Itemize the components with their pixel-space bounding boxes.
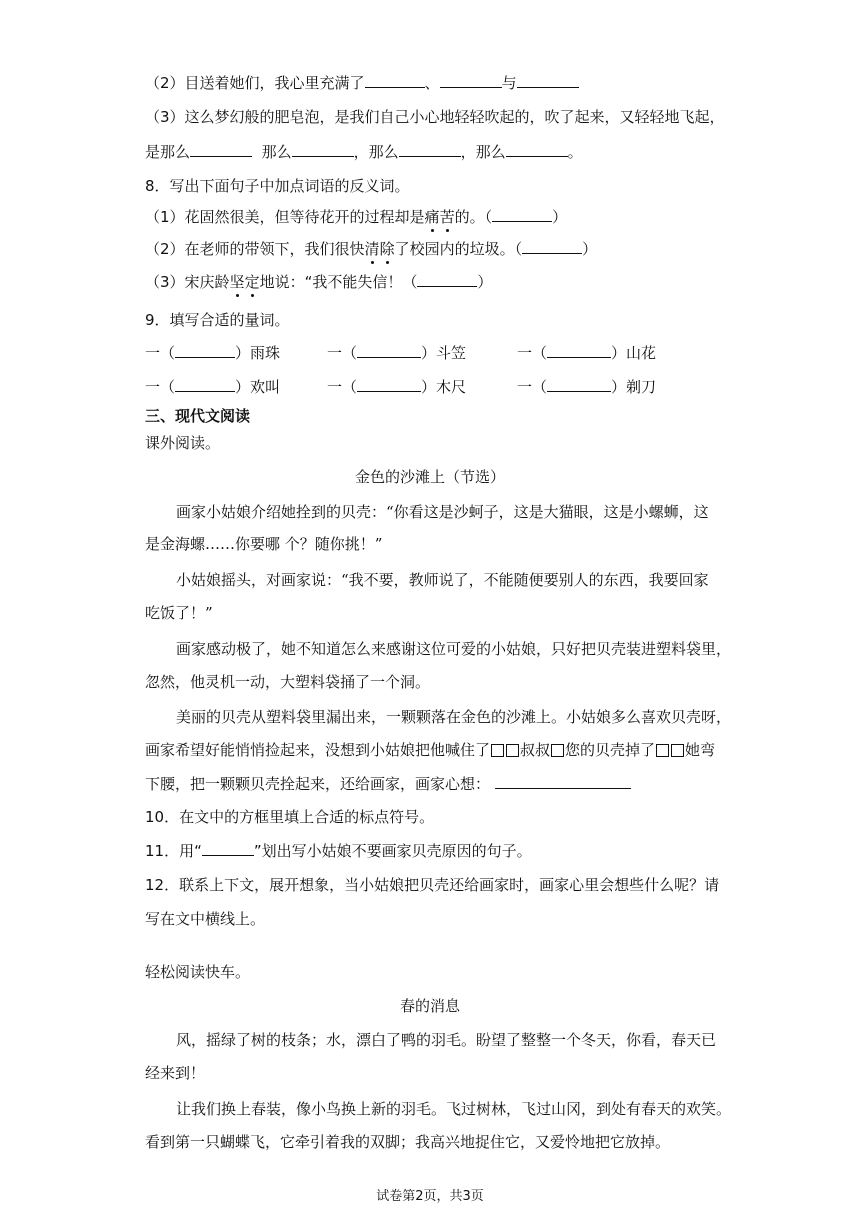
measure-word-item: 一（ ）斗笠 (327, 344, 467, 362)
q9-row2 (145, 377, 656, 397)
answer-blank[interactable] (506, 142, 568, 157)
answer-line[interactable] (495, 774, 631, 789)
passage-line: 忽然，他灵机一动，大塑料袋捅了一个洞。 (145, 673, 431, 691)
q8-item2: （2）在老师的带领下，我们很快清除了校园内的垃圾。（ ） (145, 240, 598, 258)
answer-blank[interactable] (547, 377, 611, 392)
answer-blank[interactable] (190, 142, 252, 157)
q10: 10．在文中的方框里填上合适的标点符号。 (145, 808, 435, 826)
passage-line: 风，摇绿了树的枝条；水，漂白了鸭的羽毛。盼望了整整一个冬天，你看，春天已 (176, 1031, 717, 1049)
punctuation-box[interactable] (551, 744, 564, 757)
answer-blank[interactable] (440, 73, 502, 88)
reading-intro: 轻松阅读快车。 (145, 963, 251, 981)
answer-blank[interactable] (175, 377, 235, 392)
measure-word-item: 一（ ）山花 (517, 344, 657, 362)
passage-line: 看到第一只蝴蝶飞，它牵引着我的双脚；我高兴地捉住它，又爱怜地把它放掉。 (145, 1133, 671, 1151)
dotted-word-char: 苦 (439, 208, 455, 226)
answer-blank[interactable] (522, 239, 582, 254)
passage-line: 画家小姑娘介绍她拴到的贝壳：“你看这是沙蚵子，这是大猫眼，这是小螺蛳，这 (176, 503, 709, 521)
section-heading: 三、现代文阅读 (145, 407, 251, 425)
measure-word-item: 一（ ）剃刀 (517, 378, 657, 396)
passage-line: 画家感动极了，她不知道怎么来感谢这位可爱的小姑娘，只好把贝壳装进塑料袋里， (176, 640, 732, 658)
passage-line: 经来到！ (145, 1064, 206, 1082)
measure-word-item: 一（ ）木尺 (327, 378, 467, 396)
passage-line: 是金海螺……你要哪 个？随你挑！” (145, 535, 383, 553)
underline-sample (202, 841, 254, 856)
answer-blank[interactable] (492, 207, 552, 222)
passage-line: 画家希望好能悄悄捡起来，没想到小姑娘把他喊住了 叔叔 您的贝壳掉了 她弯 (145, 741, 716, 759)
dotted-word-char: 痛 (424, 208, 440, 226)
punctuation-box[interactable] (671, 744, 684, 757)
punctuation-box[interactable] (506, 744, 519, 757)
passage-title: 金色的沙滩上（节选） (354, 468, 505, 486)
q7-item3-line2: 是那么 那么 ，那么 ，那么 。 (145, 143, 583, 161)
measure-word-item: 一（ ）雨珠 (145, 344, 281, 362)
dotted-word-char: 除 (379, 240, 395, 258)
measure-word-item: 一（ ）欢叫 (145, 378, 281, 396)
passage-line: 小姑娘摇头，对画家说：“我不要，教师说了，不能随便要别人的东西，我要回家 (176, 571, 709, 589)
answer-blank[interactable] (547, 343, 611, 358)
passage-line: 下腰，把一颗颗贝壳拴起来，还给画家，画家心想： (145, 774, 631, 794)
passage-line: 美丽的贝壳从塑料袋里漏出来，一颗颗落在金色的沙滩上。小姑娘多么喜欢贝壳呀， (176, 708, 732, 726)
q12-line2: 写在文中横线上。 (145, 910, 266, 928)
page-footer: 试卷第2页，共3页 (376, 1189, 484, 1204)
answer-blank[interactable] (357, 377, 421, 392)
answer-blank[interactable] (399, 142, 461, 157)
answer-blank[interactable] (365, 73, 425, 88)
answer-blank[interactable] (292, 142, 354, 157)
q9-row1 (145, 343, 656, 363)
answer-blank[interactable] (417, 272, 477, 287)
passage-title: 春的消息 (399, 997, 460, 1015)
q8-item1: （1）花固然很美，但等待花开的过程却是痛苦的。（ ） (145, 208, 568, 226)
q9-title: 9．填写合适的量词。 (145, 311, 290, 329)
punctuation-box[interactable] (491, 744, 504, 757)
punctuation-box[interactable] (656, 744, 669, 757)
q7-item2: （2）目送着她们，我心里充满了 、 与 (145, 73, 579, 93)
reading-intro: 课外阅读。 (145, 434, 221, 452)
dotted-word-char: 定 (244, 273, 260, 291)
dotted-word-char: 清 (364, 240, 380, 258)
answer-blank[interactable] (357, 343, 421, 358)
q7-item3-line1: （3）这么梦幻般的肥皂泡，是我们自己小心地轻轻吹起的，吹了起来，又轻轻地飞起， (145, 108, 725, 126)
q12-line1: 12．联系上下文，展开想象，当小姑娘把贝壳还给画家时，画家心里会想些什么呢？请 (145, 876, 720, 894)
q11: 11．用“ ”划出写小姑娘不要画家贝壳原因的句子。 (145, 842, 532, 860)
dotted-word-char: 坚 (229, 273, 245, 291)
q8-item3: （3）宋庆龄坚定地说：“我不能失信！（ ） (145, 273, 493, 291)
passage-line: 让我们换上春装，像小鸟换上新的羽毛。飞过树林，飞过山冈，到处有春天的欢笑。 (176, 1100, 732, 1118)
q8-title: 8．写出下面句子中加点词语的反义词。 (145, 177, 410, 195)
answer-blank[interactable] (175, 343, 235, 358)
answer-blank[interactable] (517, 73, 579, 88)
passage-line: 吃饭了！” (145, 604, 213, 622)
